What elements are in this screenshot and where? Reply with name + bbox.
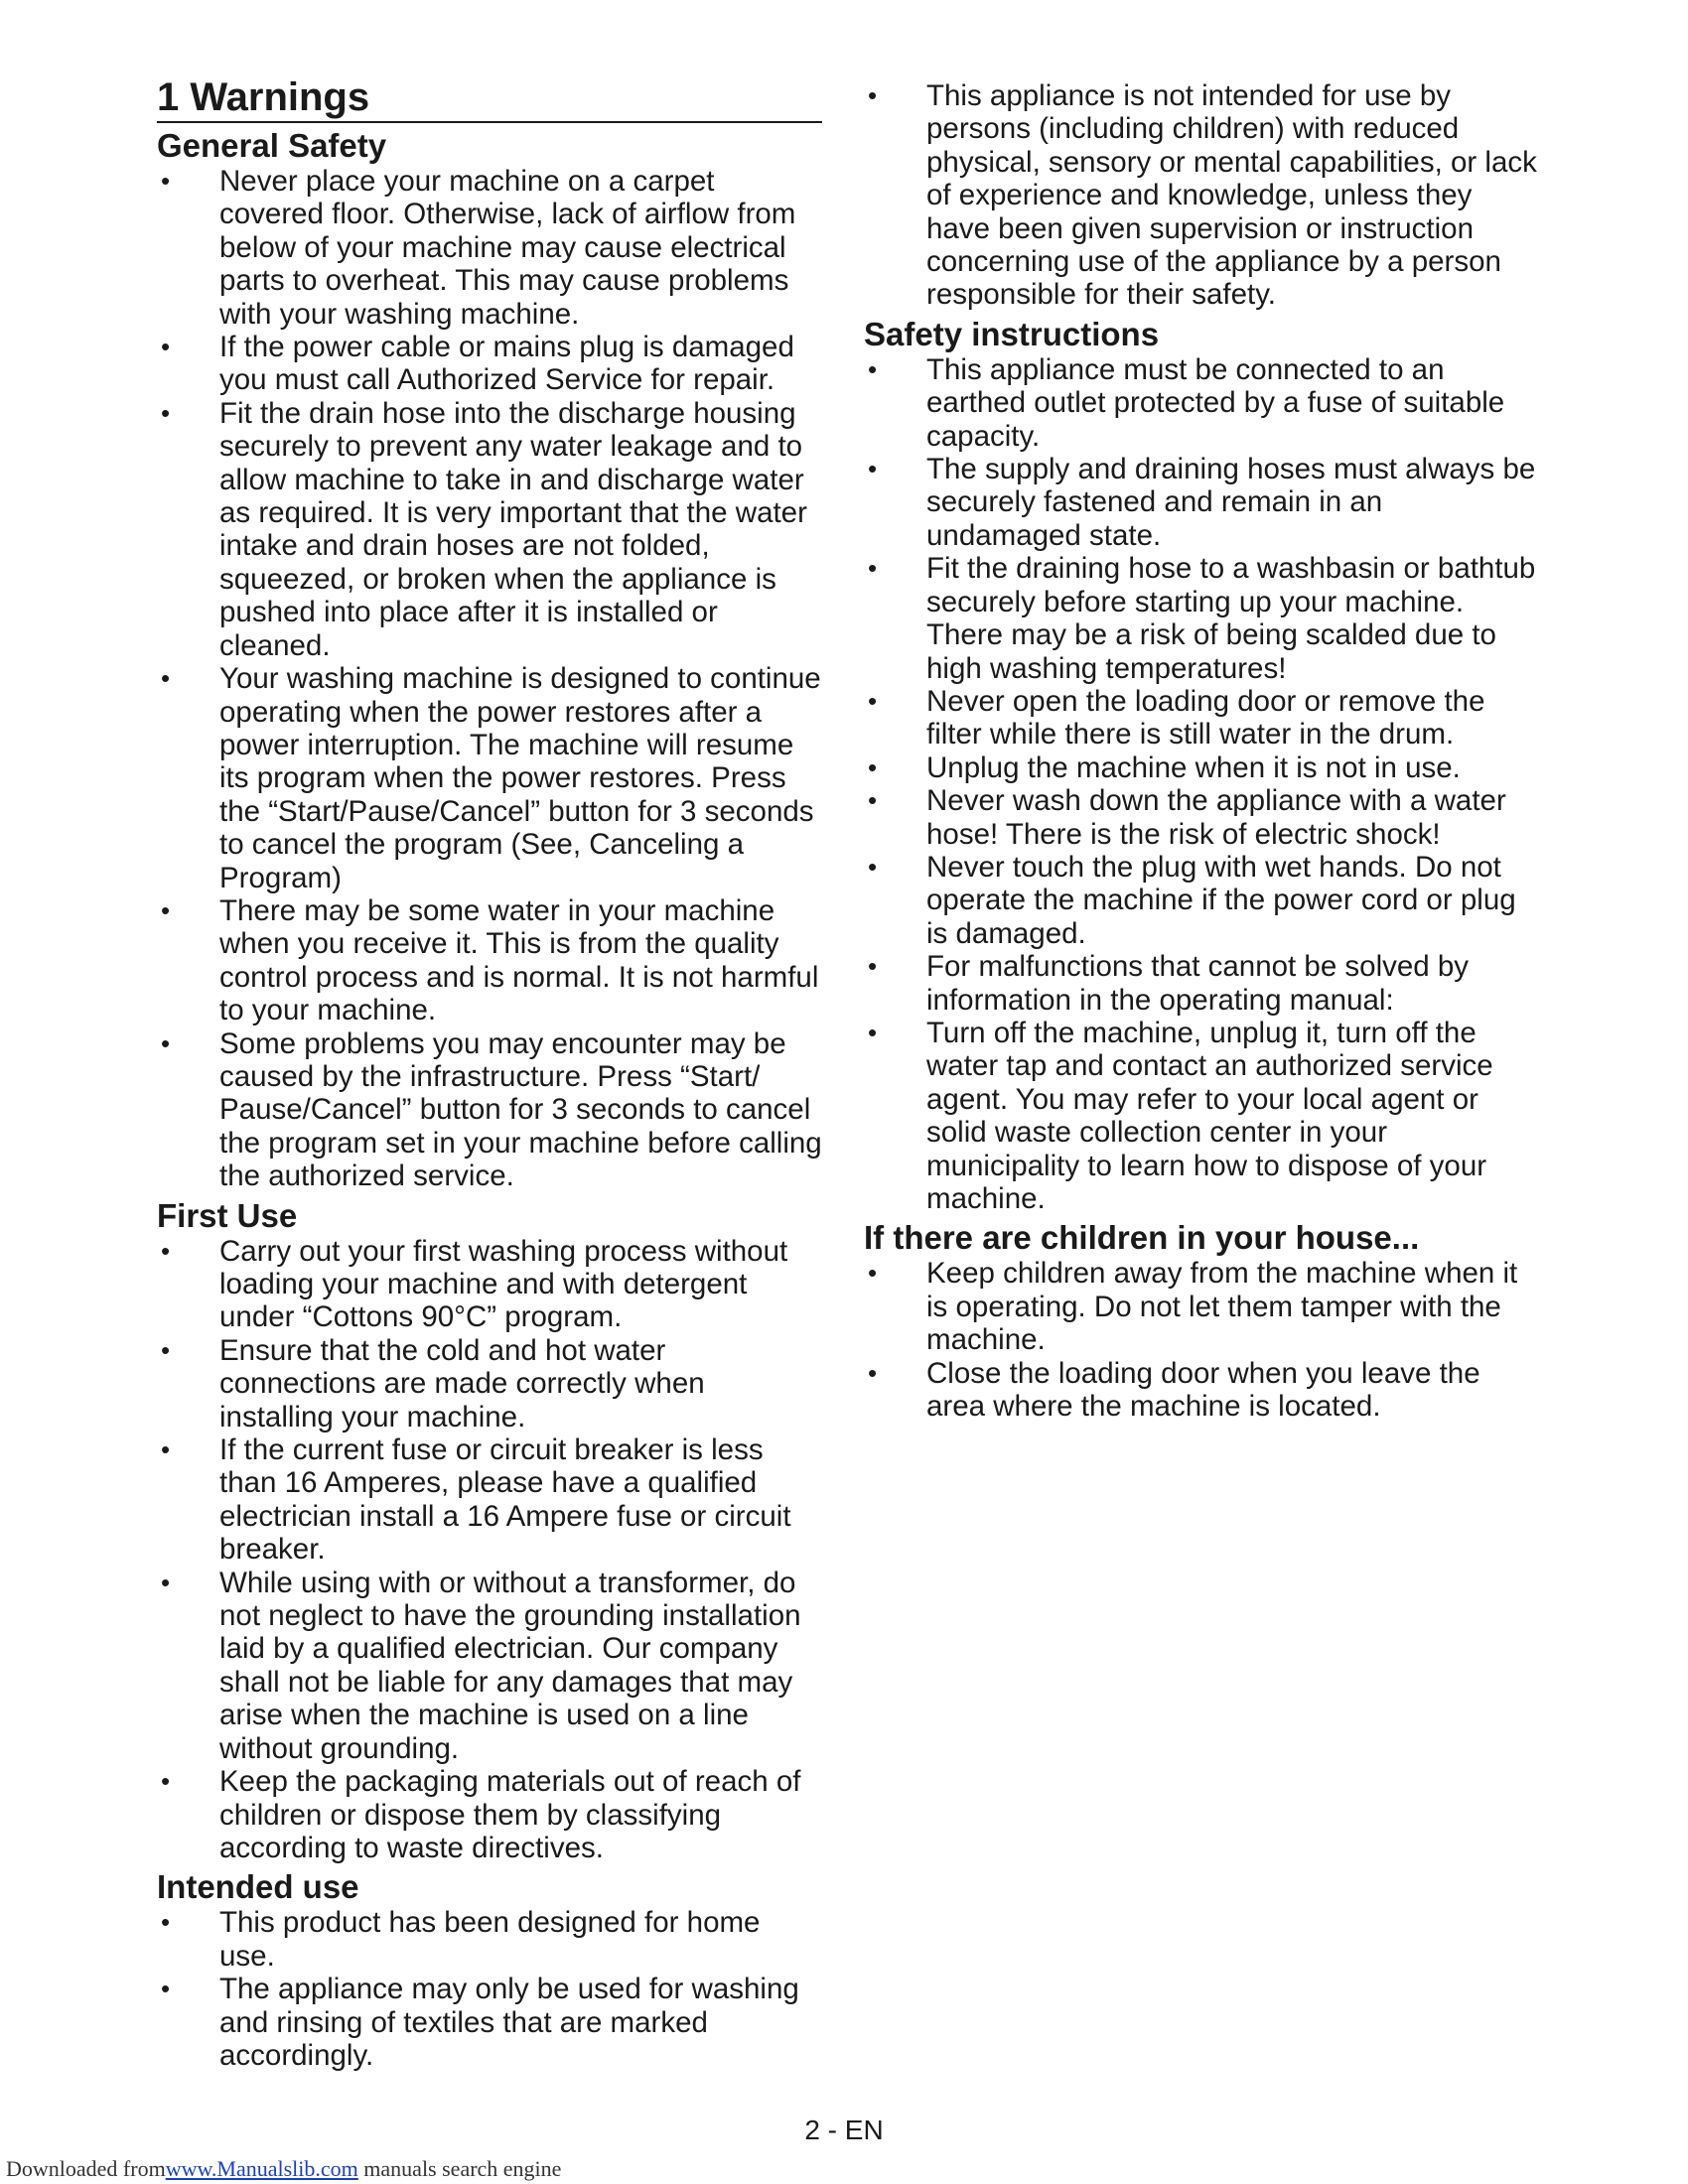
right-column [864,79,1539,1423]
bullet-icon: • [161,1907,171,1938]
list-item [157,165,822,331]
children-list [864,1257,1539,1423]
list-item [864,353,1539,453]
bullet-icon: • [161,1974,171,2004]
bullet-icon: • [161,1235,171,1266]
list-item-text: This appliance is not intended for use by persons (including children) with reduced physical, sensory or mental capabilities, or lack of experience and knowledge, unless they have been given supervision or instruction concerning use of the appliance by a person responsible for their safety. [926,79,1537,312]
list-item [864,851,1539,950]
list-item-text: Close the loading door when you leave the area where the machine is located. [926,1356,1480,1424]
bullet-icon: • [161,1567,171,1597]
list-item-text: Never wash down the appliance with a water hose! There is the risk of electric shock! [926,784,1506,851]
list-item-text: Some problems you may encounter may be caused by the infrastructure. Press “Start/ Pause/Cancel” button for 3 seconds to cancel the program set in your machine before calling the authorized service. [219,1026,822,1193]
list-item [864,751,1539,784]
list-item-text: The appliance may only be used for washing and rinsing of textiles that are marked accordingly. [219,1973,799,2072]
list-item [157,894,822,1027]
bullet-icon: • [161,894,171,925]
list-item-text: If the current fuse or circuit breaker is less than 16 Amperes, please have a qualified electrician install a 16 Ampere fuse or circuit breaker. [219,1433,791,1567]
general-safety-list [157,165,822,1193]
list-item [157,1334,822,1433]
list-item [864,552,1539,685]
list-item-text: Never place your machine on a carpet covered floor. Otherwise, lack of airflow from below of your machine may cause electrical parts to overheat. This may cause problems with your washing machine. [219,165,796,331]
page-number: 2 - EN [804,2115,884,2145]
list-item [864,453,1539,552]
intended-use-list [157,1906,822,2072]
bullet-icon: • [161,166,171,196]
list-item [864,1017,1539,1215]
list-item [864,685,1539,751]
section-heading-general-safety: General Safety [157,127,387,164]
list-item-text: Fit the draining hose to a washbasin or bathtub securely before starting up your machine. There may be a risk of being scalded due to high washing temperatures! [926,552,1536,685]
bullet-icon: • [868,353,878,384]
list-item [157,1567,822,1765]
safety-instructions-list [864,353,1539,1216]
bullet-icon: • [868,1357,878,1388]
list-item-text: There may be some water in your machine when you receive it. This is from the quality control process and is normal. It is not harmful to your machine. [219,893,819,1027]
list-item-text: Unplug the machine when it is not in use. [926,751,1461,784]
bullet-icon: • [161,1766,171,1797]
list-item [157,331,822,397]
list-item [864,79,1539,312]
list-item [157,662,822,894]
list-item-text: This product has been designed for home use. [219,1906,761,1973]
list-item-text: Ensure that the cold and hot water connections are made correctly when installing your machine. [219,1333,705,1433]
list-item-text: If the power cable or mains plug is damaged you must call Authorized Service for repair. [219,331,794,397]
list-item-text: Keep the packaging materials out of reach of children or dispose them by classifying according to waste directives. [219,1765,801,1864]
section-heading-safety-instructions: Safety instructions [864,315,1160,352]
list-item [157,397,822,662]
intro-list [864,79,1539,312]
list-item-text: For malfunctions that cannot be solved by information in the operating manual: [926,950,1470,1017]
list-item [864,950,1539,1017]
bullet-icon: • [868,851,878,882]
list-item [157,1906,822,1973]
bullet-icon: • [868,951,878,982]
list-item-text: Keep children away from the machine when it is operating. Do not let them tamper with the machine. [926,1257,1518,1357]
chapter-title: 1 Warnings [157,75,822,123]
bullet-icon: • [868,785,878,816]
list-item-text: Your washing machine is designed to continue operating when the power restores after a power interruption. The machine will resume its program when the power restores. Press the “Start/Pause/Cancel” button for 3 seconds to cancel the program (See, Canceling a Program) [219,662,821,894]
section-heading-first-use: First Use [157,1196,298,1234]
list-item [157,1973,822,2072]
list-item [864,1357,1539,1424]
footer-suffix: manuals search engine [363,2156,562,2181]
list-item-text: While using with or without a transformer, do not neglect to have the grounding installation laid by a qualified electrician. Our company shall not be liable for any damages that may arise when the machine is used on a line without grounding. [219,1566,801,1765]
section-heading-children: If there are children in your house... [864,1219,1420,1257]
list-item [864,784,1539,851]
list-item [157,1765,822,1864]
footer-prefix: Downloaded from [6,2156,166,2181]
bullet-icon: • [868,685,878,716]
bullet-icon: • [868,553,878,584]
list-item [864,1257,1539,1356]
list-item-text: Never open the loading door or remove the filter while there is still water in the drum. [926,684,1485,751]
first-use-list [157,1235,822,1865]
bullet-icon: • [161,1027,171,1058]
list-item-text: Fit the drain hose into the discharge housing securely to prevent any water leakage and to allow machine to take in and discharge water as required. It is very important that the water intake and drain hoses are not folded, squeezed, or broken when the appliance is pushed into place after it is installed or cleaned. [219,396,807,662]
bullet-icon: • [868,454,878,484]
manualslib-link[interactable]: www.Manualslib.com [165,2156,358,2181]
list-item [157,1027,822,1193]
bullet-icon: • [868,1258,878,1289]
list-item-text: Never touch the plug with wet hands. Do not operate the machine if the power cord or plug is damaged. [926,850,1516,950]
bullet-icon: • [868,751,878,782]
list-item-text: Carry out your first washing process without loading your machine and with detergent under “Cottons 90°C” program. [219,1234,788,1334]
list-item-text: The supply and draining hoses must always be securely fastened and remain in an undamaged state. [926,453,1536,552]
list-item-text: This appliance must be connected to an earthed outlet protected by a fuse of suitable capacity. [926,352,1505,453]
list-item-text: Turn off the machine, unplug it, turn off the water tap and contact an authorized service agent. You may refer to your local agent or solid waste collection center in your municipality to learn how to dispose of your machine. [926,1016,1493,1215]
left-column [157,75,822,2072]
bullet-icon: • [161,663,171,694]
bullet-icon: • [868,1017,878,1047]
bullet-icon: • [161,1334,171,1365]
bullet-icon: • [161,397,171,428]
bullet-icon: • [868,80,878,110]
download-footer [6,2156,561,2182]
bullet-icon: • [161,332,171,362]
section-heading-intended-use: Intended use [157,1868,359,1906]
list-item [157,1235,822,1334]
bullet-icon: • [161,1434,171,1465]
list-item [157,1433,822,1567]
